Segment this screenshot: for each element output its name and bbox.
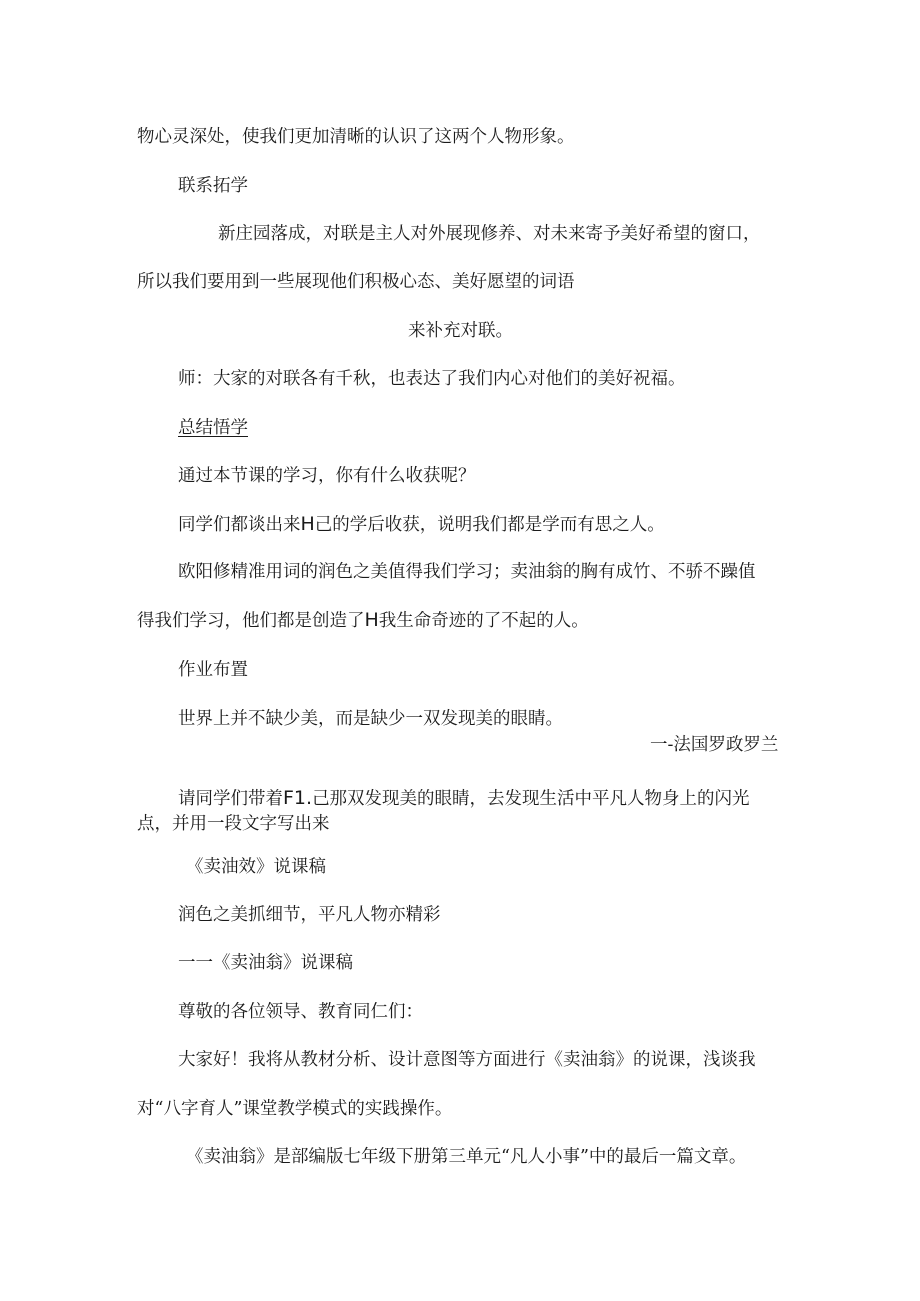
- paragraph-students: [178, 512, 665, 537]
- paragraph-intro-line2: 对“八字育人”课堂教学模式的实践操作。: [137, 1099, 453, 1119]
- document-subtitle: 润色之美抓细节，平凡人物亦精彩: [178, 905, 441, 925]
- ocr-glyph: F1.: [283, 787, 313, 809]
- paragraph-question: 通过本节课的学习，你有什么收获呢？: [178, 466, 476, 486]
- ocr-glyph: H: [364, 609, 379, 631]
- section-heading-lianxi: 联系拓学: [178, 176, 248, 196]
- paragraph-zhuangyuan-line3: 来补充对联。: [408, 321, 513, 341]
- paragraph-ouyang-line1: 欧阳修精准用词的润色之美值得我们学习；卖油翁的胸有成竹、不骄不躁值: [178, 562, 756, 582]
- document-title: 《卖油效》说课稿: [186, 857, 326, 877]
- paragraph-ouyang-line2: [137, 608, 589, 633]
- paragraph-textbook: 《卖油翁》是部编版七年级下册第三单元“凡人小事”中的最后一篇文章。: [186, 1147, 747, 1167]
- paragraph-intro-line1: 大家好！我将从教材分析、设计意图等方面进行《卖油翁》的说课，浅谈我: [178, 1050, 756, 1070]
- quote-text: 世界上并不缺少美，而是缺少一双发现美的眼睛。: [178, 709, 563, 729]
- section-heading-zongjie: 总结悟学: [178, 418, 248, 438]
- text-run: 我生命奇迹的了不起的人。: [378, 611, 589, 631]
- section-heading-zuoye: 作业布置: [178, 660, 248, 680]
- paragraph-homework-line1: [178, 786, 750, 811]
- paragraph-homework-line2: 点，并用一段文字写出来: [137, 814, 330, 834]
- text-run: 得我们学习，他们都是创造了: [137, 611, 365, 631]
- paragraph-greeting: 尊敬的各位领导、教育同仁们：: [178, 1002, 423, 1022]
- paragraph-zhuangyuan-line2: 所以我们要用到一些展现他们积极心态、美好愿望的词语: [137, 272, 575, 292]
- quote-attribution: 一-法国罗政罗兰: [650, 735, 779, 755]
- text-run: 请同学们带着: [178, 789, 283, 809]
- paragraph-teacher: 师：大家的对联各有千秋，也表达了我们内心对他们的美好祝福。: [178, 369, 686, 389]
- document-subtitle-2: 一一《卖油翁》说课稿: [178, 953, 353, 973]
- paragraph-continuation: 物心灵深处，使我们更加清晰的认识了这两个人物形象。: [137, 127, 575, 147]
- ocr-glyph: H: [300, 513, 315, 535]
- text-run: 同学们都谈出来: [178, 515, 301, 535]
- paragraph-zhuangyuan-line1: 新庄园落成，对联是主人对外展现修养、对未来寄予美好希望的窗口，: [218, 224, 761, 244]
- text-run: 己的学后收获，说明我们都是学而有思之人。: [314, 515, 665, 535]
- text-run: 己那双发现美的眼睛，去发现生活中平凡人物身上的闪光: [312, 789, 750, 809]
